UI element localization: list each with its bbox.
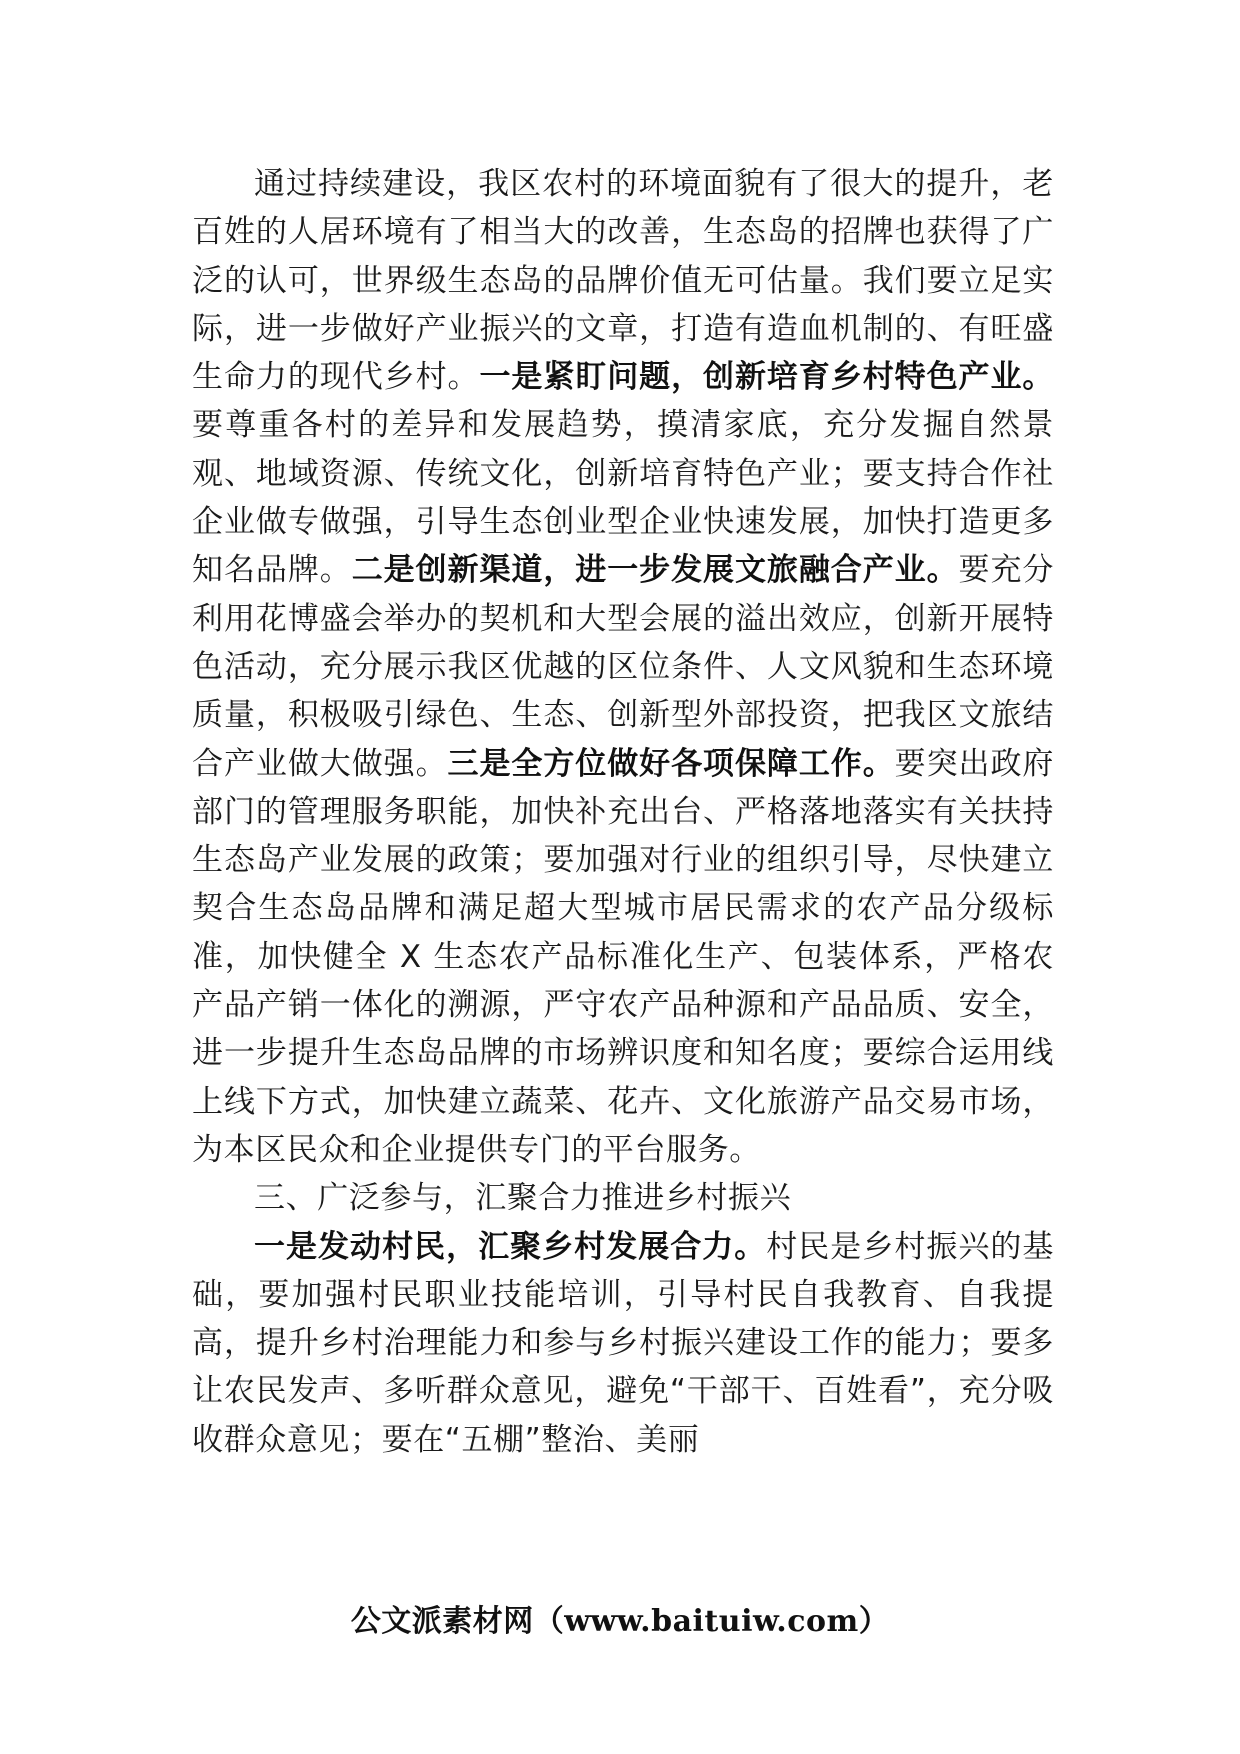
section-heading: 三、广泛参与，汇聚合力推进乡村振兴 <box>254 1180 792 1217</box>
paragraph-text: 要突出政府部门的管理服务职能，加快补充出台、严格落地落实有关扶持生态岛产业发展的政策；要加强对行业的组织引导，尽快建立契合生态岛品牌和满足超大型城市居民需求的农产品分级标准，加快健全 X 生态农产品标准化生产、包装体系，严格农产品产销一体化的溯源，严守农产品种源和产品品质、安全，进一步提升生态岛品牌的市场辨识度和知名度；要综合运用线上线下方式，加快建立蔬菜、花卉、文化旅游产品交易市场，为本区民众和企业提供专门的平台服务。 <box>192 745 1055 1168</box>
paragraph-text: 村民是乡村振兴的基础，要加强村民职业技能培训，引导村民自我教育、自我提高，提升乡村治理能力和参与乡村振兴建设工作的能力；要多让农民发声、多听群众意见，避免“干部干、百姓看”，充分吸收群众意见；要在“五棚”整治、美丽 <box>192 1228 1054 1458</box>
paragraph-text: 要充分利用花博盛会举办的契机和大型会展的溢出效应，创新开展特色活动，充分展示我区优越的区位条件、人文风貌和生态环境质量，积极吸引绿色、生态、创新型外部投资，把我区文旅结合产业做大做强。 <box>192 552 1055 782</box>
paragraph-industry-revitalization <box>192 160 1054 1174</box>
paragraph-mobilize-villagers <box>192 1223 1054 1464</box>
document-body <box>192 160 1054 1464</box>
bold-point-one: 一是紧盯问题，创新培育乡村特色产业。 <box>479 359 1054 396</box>
paragraph-text: 要尊重各村的差异和发展趋势，摸清家底，充分发掘自然景观、地域资源、传统文化，创新培育特色产业；要支持合作社企业做专做强，引导生态创业型企业快速发展，加快打造更多知名品牌。 <box>192 407 1054 589</box>
bold-point-three: 三是全方位做好各项保障工作。 <box>447 745 895 782</box>
paragraph-text: 通过持续建设，我区农村的环境面貌有了很大的提升，老百姓的人居环境有了相当大的改善，生态岛的招牌也获得了广泛的认可，世界级生态岛的品牌价值无可估量。我们要立足实际，进一步做好产业振兴的文章，打造有造血机制的、有旺盛生命力的现代乡村。 <box>192 166 1054 396</box>
bold-point-two: 二是创新渠道，进一步发展文旅融合产业。 <box>351 552 959 589</box>
bold-point-one: 一是发动村民，汇聚乡村发展合力。 <box>254 1228 767 1265</box>
footer-watermark: 公文派素材网（www.baituiw.com） <box>350 1604 890 1639</box>
